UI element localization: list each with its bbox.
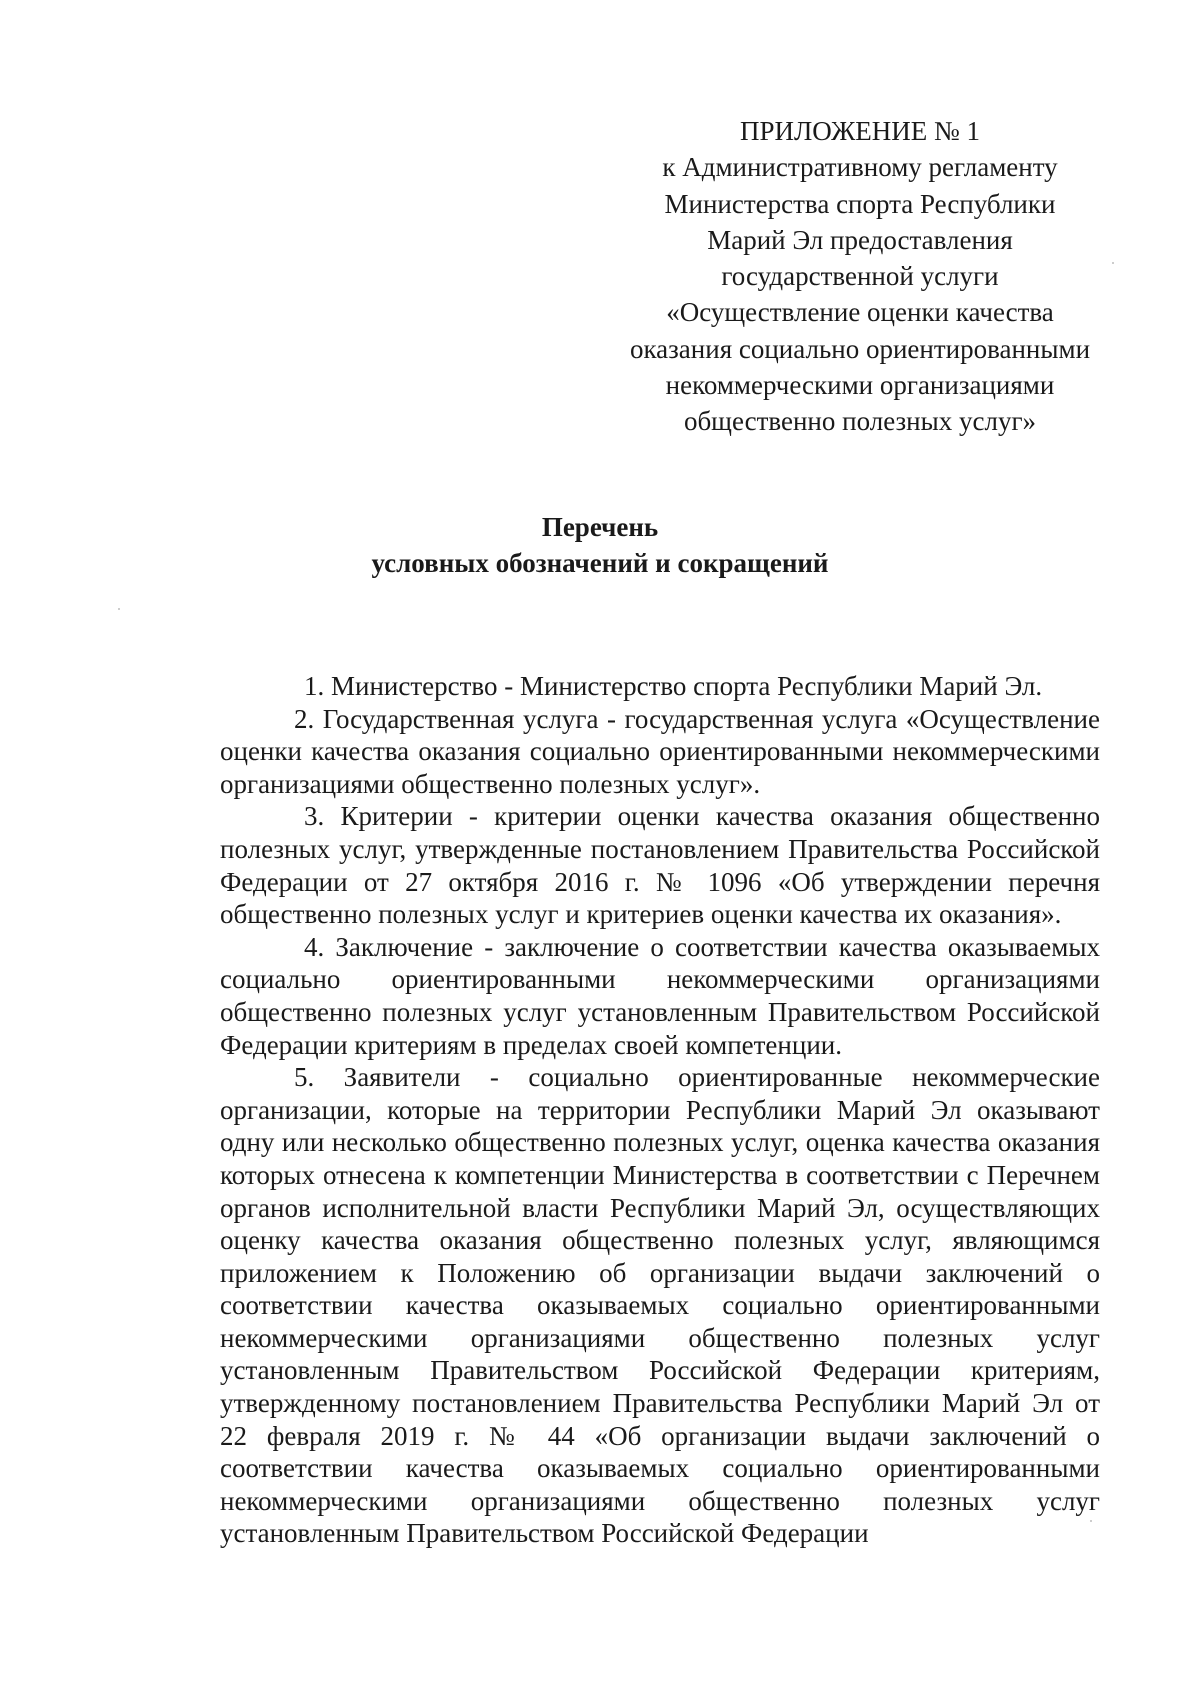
definitions-list: [220, 670, 1100, 1550]
appendix-header-line: государственной услуги: [721, 261, 999, 292]
scan-speck: [118, 608, 120, 610]
list-item: 3. Критерии - критерии оценки качества оказания общественно полезных услуг, утвержденные постановлением Правительства Российской Федерации от 27 октября 2016 г. № 1096 «Об утверждении перечня общественно полезных услуг и критериев оценки качества их оказания».: [220, 801, 1100, 930]
appendix-header-line: некоммерческими организациями: [665, 370, 1055, 401]
scan-speck: [1090, 1520, 1092, 1522]
document-title: [300, 509, 900, 581]
list-item: 2. Государственная услуга - государственная услуга «Осуществление оценки качества оказания социально ориентированными некоммерческими организациями общественно полезных услуг».: [220, 703, 1100, 799]
appendix-header-line: общественно полезных услуг»: [683, 406, 1037, 437]
list-item: 1. Министерство - Министерство спорта Республики Марий Эл.: [304, 671, 1043, 701]
title-line-2: условных обозначений и сокращений: [371, 548, 829, 578]
appendix-header-line: Министерства спорта Республики: [664, 188, 1056, 219]
appendix-header-line: оказания социально ориентированными: [629, 333, 1091, 364]
appendix-header-line: Марий Эл предоставления: [707, 224, 1013, 255]
title-line-1: Перечень: [541, 512, 659, 542]
appendix-header-line: «Осуществление оценки качества: [666, 297, 1054, 328]
appendix-header-line: к Административному регламенту: [662, 152, 1058, 183]
scan-speck: [1112, 262, 1114, 264]
appendix-number: ПРИЛОЖЕНИЕ № 1: [739, 116, 981, 146]
appendix-header: [615, 113, 1105, 440]
list-item: 4. Заключение - заключение о соответствии качества оказываемых социально ориентированными некоммерческими организациями общественно полезных услуг установленным Правительством Российской Федерации критериям в пределах своей компетенции.: [220, 931, 1100, 1060]
list-item: 5. Заявители - социально ориентированные некоммерческие организации, которые на территории Республики Марий Эл оказывают одну или несколько общественно полезных услуг, оценка качества оказания которых отнесена к компетенции Министерства в соответствии с Перечнем органов исполнительной власти Республики Марий Эл, осуществляющих оценку качества оказания общественно полезных услуг, являющимся приложением к Положению об организации выдачи заключений о соответствии качества оказываемых социально ориентированными некоммерческими организациями общественно полезных услуг установленным Правительством Российской Федерации критериям, утвержденному постановлением Правительства Республики Марий Эл от 22 февраля 2019 г. № 44 «Об организации выдачи заключений о соответствии качества оказываемых социально ориентированными некоммерческими организациями общественно полезных услуг установленным Правительством Российской Федерации: [220, 1062, 1100, 1549]
